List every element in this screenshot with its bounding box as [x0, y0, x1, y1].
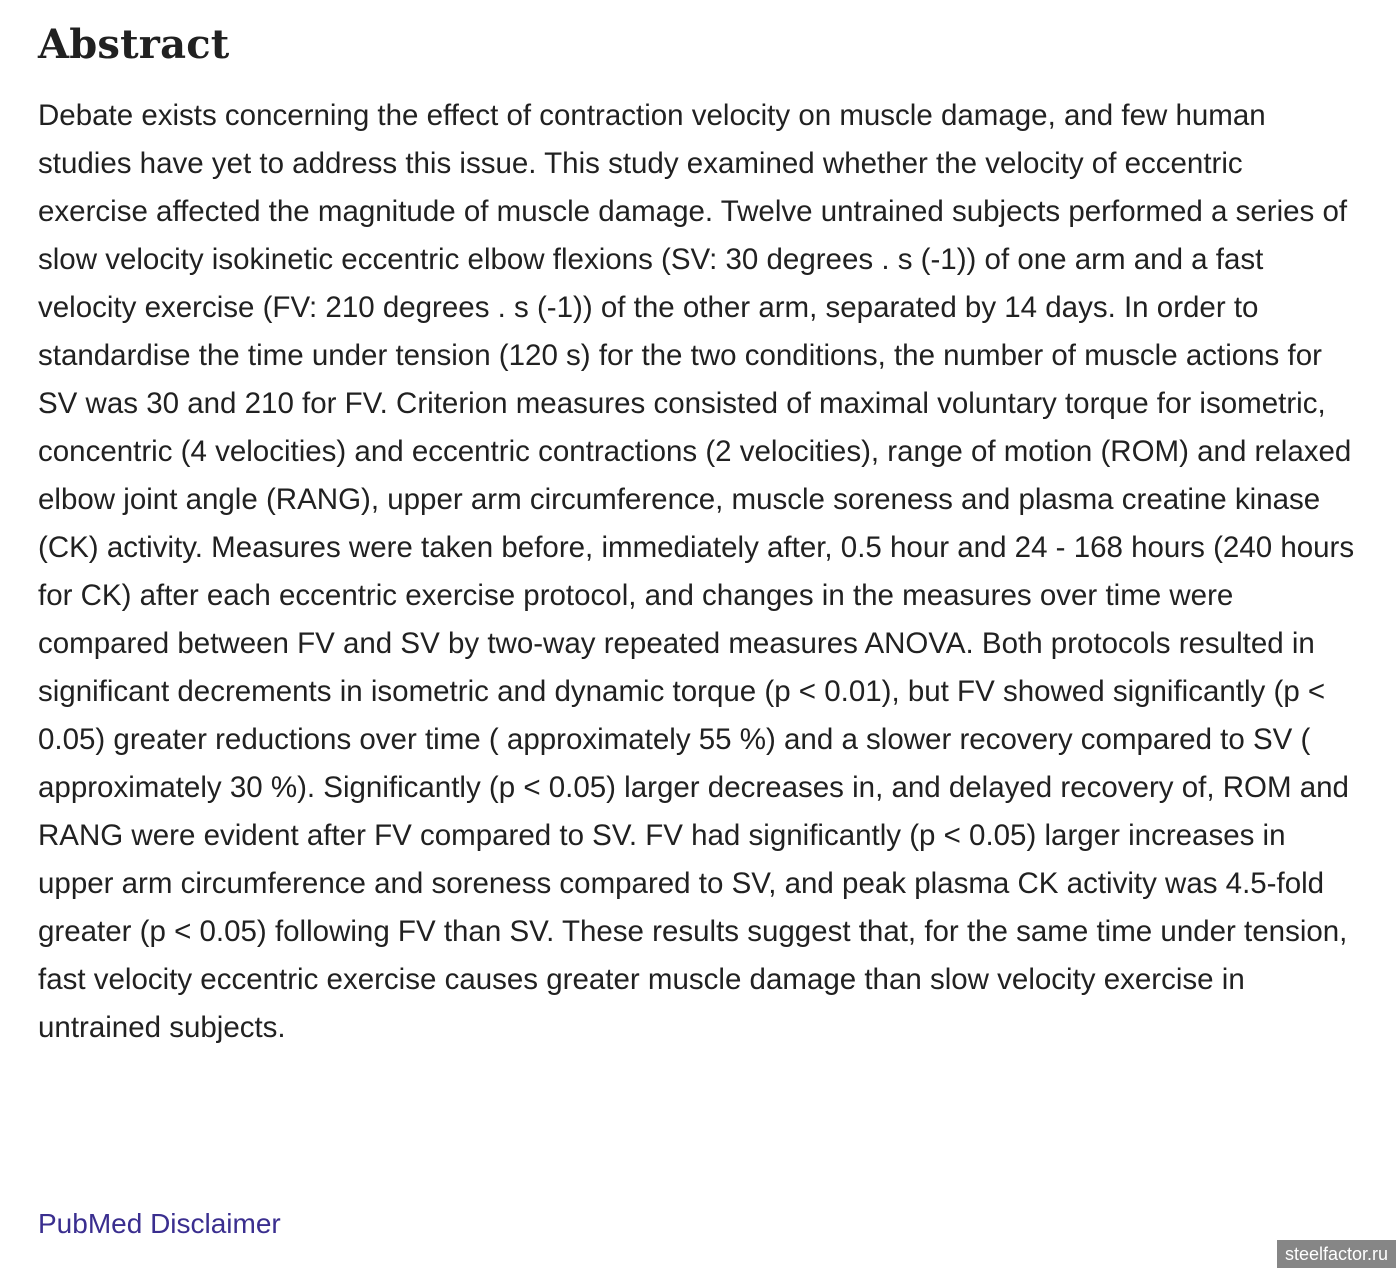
abstract-text: Debate exists concerning the effect of contraction velocity on muscle damage, and few human studies have yet to address this issue. This study examined whether the velocity of eccentric exercise affected the magnitude of muscle damage. Twelve untrained subjects performed a series of slow velocity isokinetic eccentric elbow flexions (SV: 30 degrees . s (-1)) of one arm and a fast velocity exercise (FV: 210 degrees . s (-1)) of the other arm, separated by 14 days. In order to standardise the time under tension (120 s) for the two conditions, the number of muscle actions for SV was 30 and 210 for FV. Criterion measures consisted of maximal voluntary torque for isometric, concentric (4 velocities) and eccentric contractions (2 velocities), range of motion (ROM) and relaxed elbow joint angle (RANG), upper arm circumference, muscle soreness and plasma creatine kinase (CK) activity. Measures were taken before, immediately after, 0.5 hour and 24 - 168 hours (240 hours for CK) after each eccentric exercise protocol, and changes in the measures over time were compared between FV and SV by two-way repeated measures ANOVA. Both protocols resulted in significant decrements in isometric and dynamic torque (p < 0.01), but FV showed significantly (p < 0.05) greater reductions over time ( approximately 55 %) and a slower recovery compared to SV ( approximately 30 %). Significantly (p < 0.05) larger decreases in, and delayed recovery of, ROM and RANG were evident after FV compared to SV. FV had significantly (p < 0.05) larger increases in upper arm circumference and soreness compared to SV, and peak plasma CK activity was 4.5-fold greater (p < 0.05) following FV than SV. These results suggest that, for the same time under tension, fast velocity eccentric exercise causes greater muscle damage than slow velocity exercise in untrained subjects. — [38, 99, 1355, 1044]
watermark: steelfactor.ru — [1277, 1240, 1396, 1268]
abstract-section — [38, 18, 1360, 1052]
abstract-heading: Abstract — [38, 21, 230, 68]
pubmed-disclaimer-link[interactable]: PubMed Disclaimer — [38, 1208, 281, 1239]
